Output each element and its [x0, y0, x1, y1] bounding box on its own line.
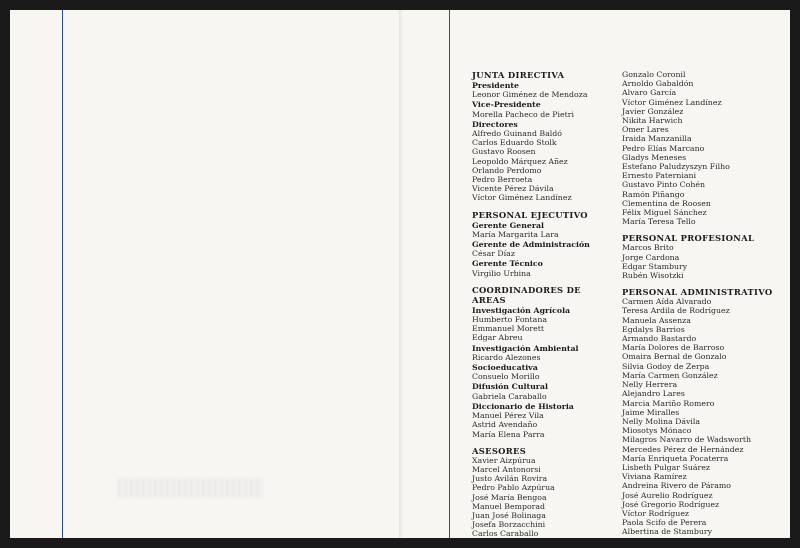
role-label: Directores [472, 119, 518, 129]
person-name: Alejandro Lares [622, 389, 685, 399]
person-name: Silvia Godoy de Zerpa [622, 361, 710, 371]
staff-column-left [472, 70, 617, 546]
person-name: José Aurelio Rodríguez [622, 490, 713, 500]
section-personal-profesional [622, 233, 792, 280]
person-name: Mercedes Pérez de Hernández [622, 444, 744, 454]
person-name: Gustavo Pinto Cohén [622, 180, 705, 190]
person-name: Carlos Caraballo [472, 529, 539, 539]
section-personal-ejecutivo [472, 210, 617, 278]
role-label: Gerente de Administración [472, 240, 590, 250]
person-name: Manuela Assenza [622, 315, 691, 325]
role-label: Gerente General [472, 220, 545, 230]
person-name: Marcos Brito [622, 243, 674, 253]
person-name: Xavier Aizpúrua [472, 455, 536, 465]
section-title: PERSONAL PROFESIONAL [622, 233, 755, 244]
person-name: Víctor Giménez Landínez [472, 193, 572, 203]
person-name: Carlos Eduardo Stolk [472, 138, 557, 148]
person-name: Vicente Pérez Dávila [472, 184, 554, 194]
person-name: Félix Miguel Sánchez [622, 208, 707, 218]
person-name: Virgilio Urbina [472, 268, 531, 278]
person-name: María Carmen González [622, 370, 718, 380]
person-name: José María Bengoa [472, 492, 547, 502]
person-name: María Elena Parra [472, 429, 545, 439]
person-name: Nelly Herrera [622, 380, 678, 390]
role-label: Difusión Cultural [472, 382, 548, 392]
role-label: Investigación Ambiental [472, 343, 579, 353]
person-name: Paola Scifo de Perera [622, 518, 707, 528]
person-name: Lisbeth Pulgar Suárez [622, 462, 710, 472]
person-name: Estefano Paludzyszyn Filho [622, 162, 730, 172]
person-name: Jorge Cardona [622, 252, 680, 262]
person-name: Milagros Navarro de Wadsworth [622, 435, 751, 445]
person-name: María Margarita Lara [472, 229, 559, 239]
person-name: Gabriela Caraballo [472, 391, 547, 401]
person-name: Emmanuel Morett [472, 324, 545, 334]
person-name: Justo Avilán Rovira [472, 474, 548, 484]
person-name: Edgar Abreu [472, 333, 523, 343]
person-name: Ernesto Paterniani [622, 171, 697, 181]
person-name: José Gregorio Rodríguez [622, 499, 720, 509]
person-name: Miosotys Mónaco [622, 426, 692, 436]
person-name: Gladys Meneses [622, 152, 687, 162]
bleed-through-smudge [118, 478, 263, 498]
person-name: Manuel Bemporad [472, 501, 546, 511]
person-name: Javier González [622, 106, 684, 116]
section-title: COORDINADORES DE AREAS [472, 284, 581, 305]
person-name: Marcia Mariño Romero [622, 398, 715, 408]
person-name: Juan José Bolinaga [472, 510, 546, 520]
person-name: Egdalys Barrios [622, 324, 685, 334]
person-name: Marcel Antonorsi [472, 464, 541, 474]
section-asesores [472, 446, 617, 539]
section-junta-directiva [472, 70, 617, 203]
person-name: César Díaz [472, 249, 515, 259]
person-name: Astrid Avendaño [472, 420, 538, 430]
person-name: Edgar Stambury [622, 261, 688, 271]
person-name: Morella Pacheco de Pietri [472, 109, 575, 119]
person-name: Ricardo Alezones [472, 352, 541, 362]
staff-column-right [622, 70, 792, 544]
person-name: Leonor Giménez de Mendoza [472, 90, 588, 100]
person-name: María Dolores de Barroso [622, 343, 725, 353]
person-name: Albertina de Stambury [622, 527, 712, 537]
person-name: Viviana Ramírez [622, 472, 687, 482]
person-name: Rubén Wisotzki [622, 271, 684, 281]
person-name: María Enriqueta Pocaterra [622, 453, 729, 463]
person-name: Manuel Pérez Vila [472, 411, 544, 421]
person-name: Gustavo Roosen [472, 147, 536, 157]
left-page-margin-rule [62, 10, 63, 538]
section-asesores-continued [622, 70, 792, 226]
person-name: Alfredo Guinand Baldó [472, 129, 562, 139]
right-page-margin-rule [449, 10, 450, 538]
person-name: Pedro Pablo Azpúrua [472, 483, 555, 493]
role-label: Investigación Agrícola [472, 305, 571, 315]
person-name: Ramón Piñango [622, 189, 685, 199]
person-name: Víctor Giménez Landínez [622, 97, 722, 107]
page-fold [399, 10, 402, 538]
section-title: ASESORES [472, 445, 527, 456]
person-name: Leopoldo Márquez Añez [472, 156, 568, 166]
person-name: Carmen Aída Alvarado [622, 297, 712, 307]
person-name: Omer Lares [622, 125, 669, 135]
role-label: Diccionario de Historia [472, 401, 574, 411]
person-name: Teresa Ardila de Rodríguez [622, 306, 730, 316]
person-name: Orlando Perdomo [472, 165, 542, 175]
section-personal-administrativo [622, 287, 792, 536]
person-name: Consuelo Morillo [472, 372, 540, 382]
person-name: Arnoldo Gabaldón [622, 79, 694, 89]
person-name: Andreina Rivero de Páramo [622, 481, 732, 491]
section-title: PERSONAL EJECUTIVO [472, 209, 588, 220]
section-coordinadores [472, 285, 617, 439]
role-label: Gerente Técnico [472, 259, 543, 269]
person-name: Alvaro García [622, 88, 677, 98]
person-name: Iraida Manzanilla [622, 134, 692, 144]
person-name: Jaime Miralles [622, 407, 680, 417]
person-name: Josefa Borzacchini [472, 520, 546, 530]
role-label: Socioeducativa [472, 363, 538, 373]
person-name: Pedro Berroeta [472, 175, 533, 185]
person-name: Omaira Bernal de Gonzalo [622, 352, 727, 362]
person-name: Nelly Molina Dávila [622, 416, 701, 426]
person-name: Pedro Elías Marcano [622, 143, 705, 153]
section-title: JUNTA DIRECTIVA [472, 70, 565, 80]
person-name: Víctor Rodríguez [622, 508, 690, 518]
person-name: Clementina de Roosen [622, 198, 711, 208]
person-name: Humberto Fontana [472, 315, 548, 325]
person-name: Gonzalo Coronil [622, 70, 686, 79]
role-label: Vice-Presidente [472, 100, 541, 110]
role-label: Presidente [472, 81, 519, 90]
person-name: María Teresa Tello [622, 217, 696, 227]
person-name: Nikita Harwich [622, 116, 683, 126]
section-title: PERSONAL ADMINISTRATIVO [622, 287, 773, 298]
person-name: Armando Bastardo [622, 334, 697, 344]
